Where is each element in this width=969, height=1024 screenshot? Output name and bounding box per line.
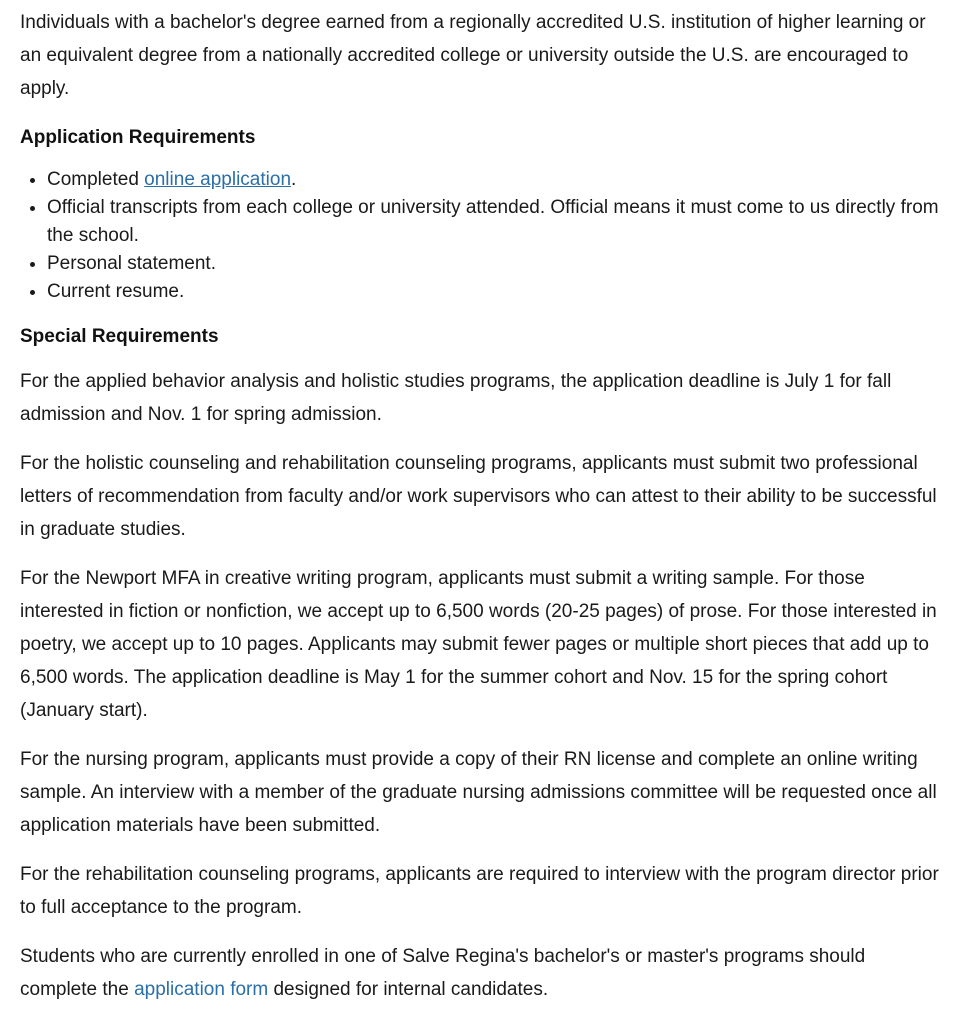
application-requirements-heading: Application Requirements: [20, 127, 256, 148]
list-item-text: .: [291, 169, 297, 190]
list-item-text: Completed: [47, 169, 145, 190]
nursing-program-paragraph: For the nursing program, applicants must provide a copy of their RN license and complete an online writing sample. An interview with a member of the graduate nursing admissions committee will be requested once all application materials have been submitted.: [20, 749, 937, 836]
recommendation-letters-paragraph: For the holistic counseling and rehabilitation counseling programs, applicants must submit two professional letters of recommendation from faculty and/or work supervisors who can attest to their ability to be successful in graduate studies.: [20, 453, 937, 540]
application-form-link[interactable]: application form: [134, 979, 269, 1000]
paragraph-text: Students who are currently enrolled in one of Salve Regina's bachelor's or master's programs should complete the: [20, 946, 866, 1000]
list-item: • Current resume.: [47, 278, 945, 306]
online-application-link[interactable]: online application: [144, 169, 292, 190]
list-item: • Personal statement.: [47, 250, 945, 278]
application-requirements-list: [20, 166, 945, 306]
abа-holistic-deadline-paragraph: For the applied behavior analysis and holistic studies programs, the application deadline is July 1 for fall admission and Nov. 1 for spring admission.: [20, 371, 892, 425]
special-requirements-heading: Special Requirements: [20, 326, 219, 347]
main-content: [20, 6, 945, 1022]
intro-paragraph: Individuals with a bachelor's degree earned from a regionally accredited U.S. institution of higher learning or an equivalent degree from a nationally accredited college or university outside the U.S. are encouraged to apply.: [20, 12, 926, 99]
list-item: • Official transcripts from each college or university attended. Official means it must come to us directly from the school.: [47, 194, 945, 250]
paragraph-text: designed for internal candidates.: [268, 979, 549, 1000]
list-item: [47, 166, 945, 194]
rehabilitation-interview-paragraph: For the rehabilitation counseling programs, applicants are required to interview with the program director prior to full acceptance to the program.: [20, 864, 939, 918]
mfa-writing-sample-paragraph: For the Newport MFA in creative writing program, applicants must submit a writing sample. For those interested in fiction or nonfiction, we accept up to 6,500 words (20-25 pages) of prose. For those interested in poetry, we accept up to 10 pages. Applicants may submit fewer pages or multiple short pieces that add up to 6,500 words. The application deadline is May 1 for the summer cohort and Nov. 15 for the spring cohort (January start).: [20, 568, 937, 721]
internal-candidates-paragraph: [20, 940, 945, 1006]
